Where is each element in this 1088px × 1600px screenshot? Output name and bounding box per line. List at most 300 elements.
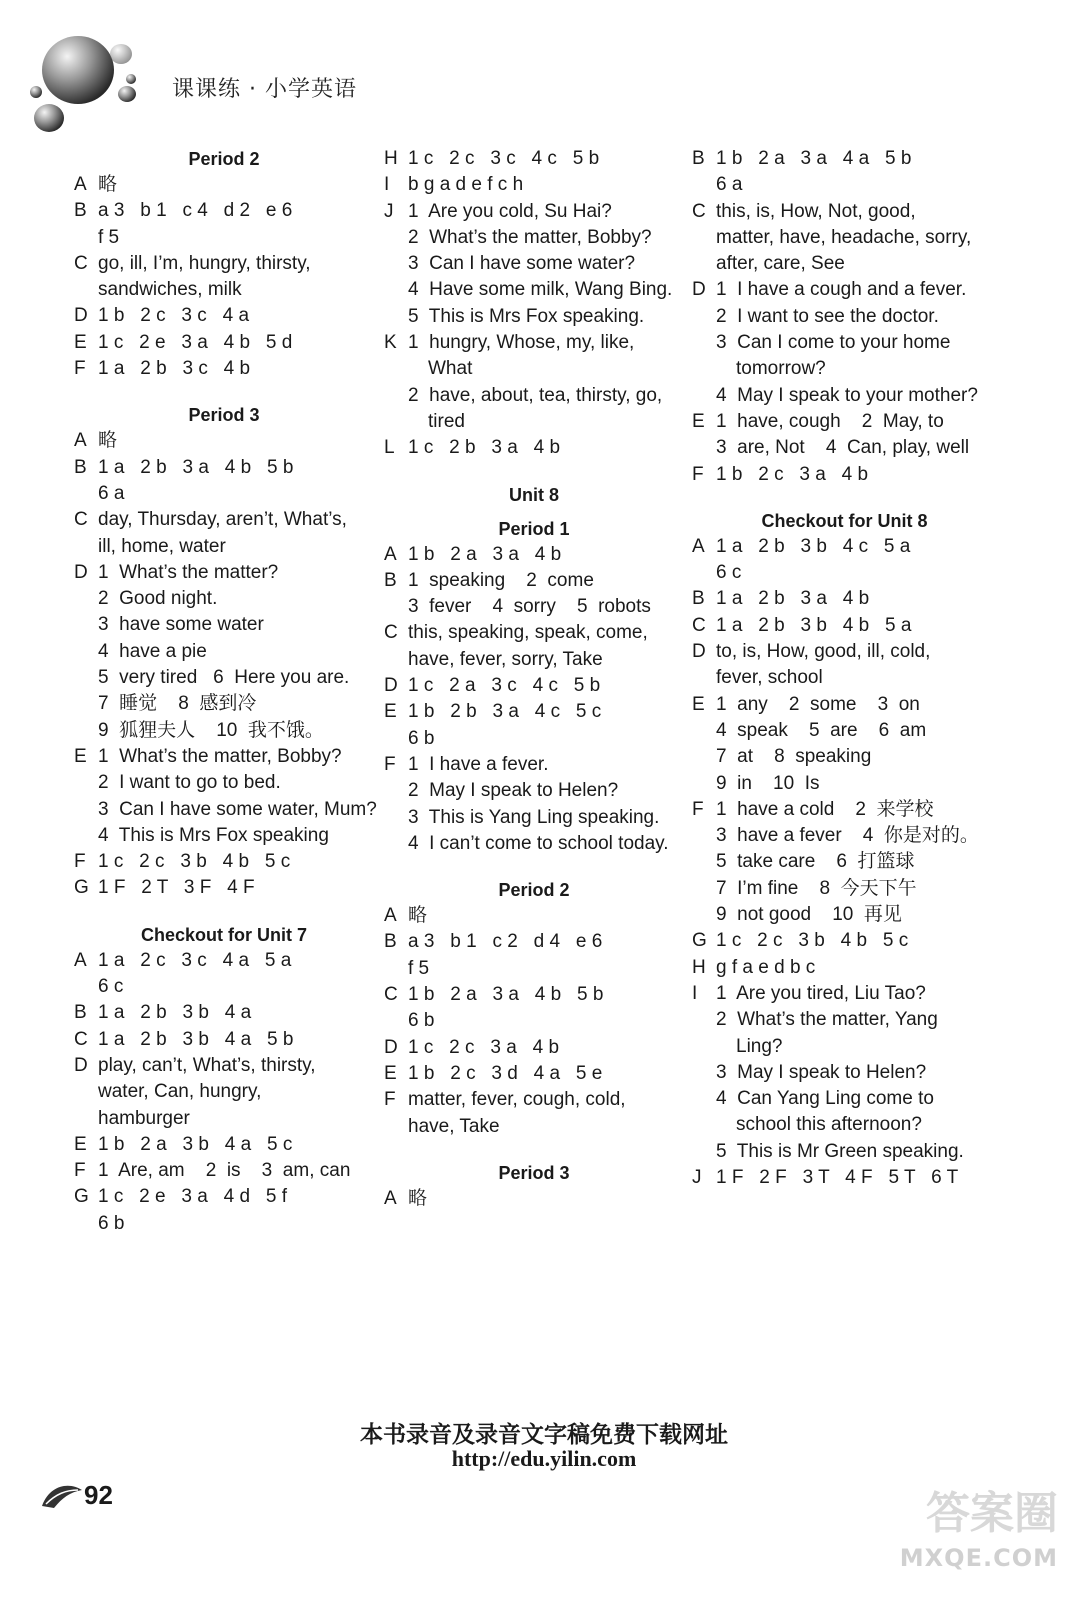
answer-text: 1 have a cold 2 来学校 <box>716 798 934 820</box>
leaf-icon <box>40 1480 84 1510</box>
answer-row <box>74 330 374 356</box>
answer-text: matter, have, headache, sorry, <box>716 226 972 248</box>
question-letter <box>74 823 98 849</box>
answer-row <box>384 383 684 409</box>
answer-text: 6 c <box>716 562 742 584</box>
question-letter: E <box>384 701 397 723</box>
answer-text: g f a e d b c <box>716 956 816 978</box>
answer-text: 5 very tired 6 Here you are. <box>98 667 350 689</box>
answer-text: 3 Can I come to your home <box>716 332 951 354</box>
answer-text: play, can’t, What’s, thirsty, <box>98 1054 316 1076</box>
question-letter <box>384 778 408 804</box>
watermark <box>898 1484 1058 1584</box>
question-letter <box>74 665 98 691</box>
answer-row <box>384 568 684 594</box>
question-letter <box>384 956 408 982</box>
question-letter <box>692 1060 716 1086</box>
answer-text: 2 What’s the matter, Bobby? <box>408 226 652 248</box>
question-letter: B <box>384 569 397 591</box>
answer-row <box>692 744 997 770</box>
answer-row <box>74 744 374 770</box>
answer-row <box>74 665 374 691</box>
answer-row <box>692 1112 997 1138</box>
answer-row <box>384 251 684 277</box>
answer-text: 略 <box>98 430 118 452</box>
answer-row <box>692 225 997 251</box>
answer-text: this, is, How, Not, good, <box>716 200 916 222</box>
question-letter <box>692 1139 716 1165</box>
answer-row <box>692 560 997 586</box>
question-letter: C <box>384 622 398 644</box>
answer-text: 1 b 2 a 3 b 4 a 5 c <box>98 1133 293 1155</box>
answer-row <box>74 948 374 974</box>
answer-text: 5 This is Mrs Fox speaking. <box>408 305 645 327</box>
answer-row <box>384 409 684 435</box>
answer-text: 3 have a fever 4 你是对的。 <box>716 825 979 847</box>
answer-text: 5 This is Mr Green speaking. <box>716 1140 964 1162</box>
answer-text: have, fever, sorry, Take <box>408 648 603 670</box>
question-letter: A <box>692 535 705 557</box>
answer-text: 3 are, Not 4 Can, play, well <box>716 437 970 459</box>
answer-text: water, Can, hungry, <box>98 1081 262 1103</box>
question-letter <box>384 356 408 382</box>
answer-text: 1 Are, am 2 is 3 am, can <box>98 1160 351 1182</box>
question-letter <box>692 560 716 586</box>
question-letter: A <box>74 174 87 195</box>
answer-text: Ling? <box>736 1035 783 1057</box>
answer-row <box>692 146 997 172</box>
question-letter <box>692 304 716 330</box>
answer-text: this, speaking, speak, come, <box>408 622 648 644</box>
answer-row <box>74 586 374 612</box>
answer-row <box>384 225 684 251</box>
question-letter: B <box>692 148 705 169</box>
question-letter: F <box>692 798 704 820</box>
answer-text: 3 This is Yang Ling speaking. <box>408 806 660 828</box>
question-letter <box>74 691 98 717</box>
answer-row <box>74 507 374 533</box>
answer-text: 3 fever 4 sorry 5 robots <box>408 596 651 618</box>
answer-column-1 <box>74 146 377 1237</box>
answer-row <box>74 974 374 1000</box>
question-letter: I <box>384 174 390 196</box>
answer-row <box>692 771 997 797</box>
question-letter <box>692 876 716 902</box>
section-heading: Checkout for Unit 8 <box>761 510 928 531</box>
answer-text: 1 a 2 c 3 c 4 a 5 a <box>98 949 292 971</box>
question-letter: F <box>74 851 86 873</box>
answer-text: 略 <box>98 174 118 195</box>
answer-row <box>384 172 684 198</box>
answer-row <box>692 462 997 488</box>
answer-row <box>692 383 997 409</box>
answer-text: 4 Have some milk, Wang Bing. <box>408 279 673 301</box>
question-letter <box>692 435 716 461</box>
answer-text: 9 in 10 Is <box>716 772 820 794</box>
answer-row <box>74 356 374 382</box>
spacer <box>384 1140 684 1160</box>
answer-text: 1 c 2 b 3 a 4 b <box>408 437 561 459</box>
answer-text: 略 <box>408 1187 428 1209</box>
question-letter <box>692 1086 716 1112</box>
question-letter <box>74 225 98 251</box>
answer-row <box>384 831 684 857</box>
answer-row <box>74 1132 374 1158</box>
answer-row <box>384 982 684 1008</box>
answer-text: 6 b <box>408 727 435 749</box>
answer-row <box>384 752 684 778</box>
question-letter <box>692 1034 716 1060</box>
question-letter <box>74 1211 98 1237</box>
section-heading: Period 3 <box>188 405 260 426</box>
question-letter: C <box>692 200 706 222</box>
spacer <box>692 488 997 508</box>
bubble-decoration <box>110 44 132 64</box>
question-letter: B <box>74 1002 87 1024</box>
answer-row <box>692 692 997 718</box>
answer-text: 3 have some water <box>98 614 264 636</box>
header-title: 课课练 · 小学英语 <box>172 77 357 102</box>
question-letter <box>692 744 716 770</box>
section-heading: Checkout for Unit 7 <box>140 924 307 945</box>
question-letter: J <box>384 200 394 222</box>
answer-row <box>692 1139 997 1165</box>
answer-text: 1 a 2 b 3 b 4 a <box>98 1002 252 1024</box>
answer-row <box>692 1086 997 1112</box>
question-letter <box>384 251 408 277</box>
answer-text: 2 What’s the matter, Yang <box>716 1009 938 1031</box>
bubble-decoration <box>34 104 64 132</box>
question-letter <box>384 1114 408 1140</box>
question-letter: G <box>74 1186 89 1208</box>
question-letter: A <box>74 949 87 971</box>
answer-row <box>384 199 684 225</box>
answer-row <box>384 1035 684 1061</box>
answer-text: matter, fever, cough, cold, <box>408 1089 626 1111</box>
bubble-decoration <box>30 86 42 98</box>
answer-row <box>384 647 684 673</box>
bubble-decoration <box>126 74 136 84</box>
answer-text: go, ill, I’m, hungry, thirsty, <box>98 252 311 274</box>
question-letter <box>384 726 408 752</box>
answer-text: 2 have, about, tea, thirsty, go, <box>408 384 663 406</box>
answer-row <box>384 304 684 330</box>
answer-row <box>74 534 374 560</box>
question-letter <box>74 1079 98 1105</box>
answer-text: 7 I’m fine 8 今天下午 <box>716 877 917 899</box>
answer-row <box>384 673 684 699</box>
bubble-decoration <box>118 86 136 102</box>
answer-row <box>692 665 997 691</box>
question-letter: D <box>74 561 88 583</box>
answer-row <box>692 613 997 639</box>
spacer <box>74 902 374 922</box>
answer-text: 1 b 2 a 3 a 4 b 5 b <box>408 984 604 1006</box>
download-notice: 本书录音及录音文字稿免费下载网址 <box>360 1421 728 1448</box>
answer-text: 1 have, cough 2 May, to <box>716 410 944 432</box>
answer-text: 3 Can I have some water, Mum? <box>98 798 377 820</box>
answer-row <box>74 875 374 901</box>
answer-row <box>74 1053 374 1079</box>
answer-text: 1 hungry, Whose, my, like, <box>408 332 635 354</box>
answer-row <box>74 1184 374 1210</box>
answer-text: 4 I can’t come to school today. <box>408 832 669 854</box>
answer-text: 1 c 2 c 3 b 4 b 5 c <box>98 851 291 873</box>
answer-text: 1 c 2 c 3 b 4 b 5 c <box>716 930 909 952</box>
answer-row <box>74 172 374 198</box>
answer-row <box>384 435 684 461</box>
spacer <box>384 857 684 877</box>
answer-row <box>384 929 684 955</box>
spacer <box>384 508 684 516</box>
question-letter: A <box>384 1187 397 1209</box>
answer-row <box>692 639 997 665</box>
question-letter: A <box>384 543 397 565</box>
answer-text: 略 <box>408 905 428 927</box>
bubble-decoration <box>42 36 114 104</box>
answer-text: 2 May I speak to Helen? <box>408 780 619 802</box>
question-letter: C <box>74 1028 88 1050</box>
question-letter: E <box>384 1062 397 1084</box>
question-letter <box>692 718 716 744</box>
question-letter <box>692 356 716 382</box>
answer-text: 6 b <box>408 1010 435 1032</box>
question-letter <box>692 383 716 409</box>
question-letter <box>692 1007 716 1033</box>
answer-row <box>74 481 374 507</box>
answer-row <box>384 699 684 725</box>
question-letter: E <box>692 693 705 715</box>
answer-row <box>74 225 374 251</box>
question-letter <box>384 1008 408 1034</box>
question-letter: E <box>74 331 87 353</box>
question-letter: D <box>692 279 706 301</box>
question-letter <box>384 225 408 251</box>
answer-text: 7 睡觉 8 感到冷 <box>98 693 257 715</box>
answer-text: 1 Are you tired, Liu Tao? <box>716 982 926 1004</box>
answer-text: 1 F 2 T 3 F 4 F <box>98 877 255 899</box>
answer-text: fever, school <box>716 667 823 689</box>
section-heading: Period 1 <box>498 518 570 539</box>
answer-row <box>692 409 997 435</box>
question-letter: D <box>384 1036 398 1058</box>
question-letter: D <box>74 305 88 327</box>
answer-text: b g a d e f c h <box>408 174 524 196</box>
answer-row <box>692 304 997 330</box>
answer-text: 4 Can Yang Ling come to <box>716 1088 934 1110</box>
question-letter <box>74 639 98 665</box>
answer-text: 9 not good 10 再见 <box>716 904 902 926</box>
question-letter: E <box>692 410 705 432</box>
answer-row <box>74 1000 374 1026</box>
answer-row <box>692 823 997 849</box>
question-letter: B <box>384 931 397 953</box>
answer-row <box>74 770 374 796</box>
answer-text: ill, home, water <box>98 535 226 557</box>
answer-row <box>692 172 997 198</box>
question-letter <box>692 665 716 691</box>
answer-text: 1 a 2 b 3 b 4 b 5 a <box>716 614 912 636</box>
answer-row <box>74 251 374 277</box>
question-letter <box>692 771 716 797</box>
answer-row <box>692 586 997 612</box>
answer-text: 2 I want to see the doctor. <box>716 305 939 327</box>
answer-text: 1 I have a fever. <box>408 753 549 775</box>
answer-text: a 3 b 1 c 2 d 4 e 6 <box>408 931 603 953</box>
answer-row <box>384 778 684 804</box>
question-letter <box>74 797 98 823</box>
question-letter: D <box>74 1054 88 1076</box>
answer-row <box>384 956 684 982</box>
question-letter: K <box>384 332 397 354</box>
question-letter <box>74 718 98 744</box>
answer-row <box>384 903 684 929</box>
answer-row <box>384 330 684 356</box>
answer-column-3 <box>692 146 997 1191</box>
question-letter <box>74 770 98 796</box>
question-letter <box>74 1106 98 1132</box>
answer-row <box>384 594 684 620</box>
spacer <box>74 382 374 402</box>
answer-column-2 <box>384 146 684 1212</box>
question-letter <box>692 902 716 928</box>
answer-row <box>384 620 684 646</box>
answer-text: 1 c 2 c 3 a 4 b <box>408 1036 560 1058</box>
question-letter <box>74 534 98 560</box>
answer-text: 6 a <box>716 174 743 196</box>
question-letter: H <box>692 956 706 978</box>
answer-text: 1 b 2 a 3 a 4 a 5 b <box>716 148 912 169</box>
answer-row <box>74 691 374 717</box>
section-heading: Period 2 <box>498 880 570 901</box>
question-letter: B <box>692 588 705 610</box>
question-letter: D <box>384 675 398 697</box>
answer-row <box>74 1027 374 1053</box>
answer-text: 3 Can I have some water? <box>408 253 636 275</box>
answer-row <box>74 560 374 586</box>
question-letter <box>692 172 716 198</box>
page-number: 92 <box>84 1480 113 1510</box>
answer-row <box>74 718 374 744</box>
answer-row <box>692 199 997 225</box>
answer-row <box>692 277 997 303</box>
answer-row <box>692 849 997 875</box>
question-letter <box>74 586 98 612</box>
spacer <box>384 462 684 482</box>
question-letter: J <box>692 1166 702 1188</box>
page-header <box>0 0 1088 140</box>
answer-text: 1 What’s the matter, Bobby? <box>98 745 342 767</box>
download-url: http://edu.yilin.com <box>451 1446 637 1471</box>
question-letter: A <box>384 905 397 927</box>
answer-row <box>384 542 684 568</box>
question-letter: F <box>384 753 396 775</box>
answer-text: day, Thursday, aren’t, What’s, <box>98 509 347 531</box>
question-letter: C <box>74 252 88 274</box>
answer-text: tomorrow? <box>736 358 826 380</box>
answer-text: have, Take <box>408 1115 500 1137</box>
answer-row <box>692 534 997 560</box>
question-letter: B <box>74 456 87 478</box>
answer-text: 1 a 2 b 3 a 4 b <box>716 588 870 610</box>
question-letter <box>692 330 716 356</box>
question-letter <box>384 647 408 673</box>
answer-text: 6 c <box>98 976 124 998</box>
answer-row <box>692 435 997 461</box>
answer-row <box>692 876 997 902</box>
answer-row <box>692 718 997 744</box>
answer-row <box>74 1211 374 1237</box>
answer-text: after, care, See <box>716 253 845 275</box>
answer-row <box>692 1165 997 1191</box>
answer-text: 4 have a pie <box>98 640 207 662</box>
answer-text: 1 speaking 2 come <box>408 569 594 591</box>
question-letter: A <box>74 430 87 452</box>
answer-row <box>692 356 997 382</box>
question-letter: C <box>74 509 88 531</box>
question-letter <box>74 612 98 638</box>
answer-row <box>74 1158 374 1184</box>
question-letter: E <box>74 1133 87 1155</box>
answer-text: 9 狐狸夫人 10 我不饿。 <box>98 719 324 741</box>
answer-text: 1 Are you cold, Su Hai? <box>408 200 612 222</box>
question-letter <box>384 831 408 857</box>
answer-row <box>692 981 997 1007</box>
answer-text: 1 F 2 F 3 T 4 F 5 T 6 T <box>716 1166 959 1188</box>
answer-text: 2 I want to go to bed. <box>98 772 281 794</box>
answer-text: tired <box>428 410 465 432</box>
answer-row <box>74 1079 374 1105</box>
answer-row <box>384 356 684 382</box>
answer-text: 1 b 2 b 3 a 4 c 5 c <box>408 701 602 723</box>
answer-text: 4 speak 5 are 6 am <box>716 719 927 741</box>
answer-row <box>692 1034 997 1060</box>
answer-text: f 5 <box>408 957 430 979</box>
question-letter <box>74 277 98 303</box>
answer-row <box>692 1060 997 1086</box>
question-letter: C <box>384 984 398 1006</box>
answer-row <box>74 277 374 303</box>
answer-row <box>74 823 374 849</box>
answer-row <box>74 428 374 454</box>
answer-text: 1 I have a cough and a fever. <box>716 279 967 301</box>
answer-text: 2 Good night. <box>98 588 218 610</box>
question-letter <box>384 805 408 831</box>
answer-row <box>74 198 374 224</box>
question-letter <box>692 849 716 875</box>
answer-text: 1 a 2 b 3 c 4 b <box>98 358 251 380</box>
answer-row <box>74 455 374 481</box>
answer-text: 1 What’s the matter? <box>98 561 279 583</box>
answer-row <box>74 303 374 329</box>
question-letter <box>692 251 716 277</box>
answer-row <box>692 902 997 928</box>
answer-row <box>384 1087 684 1113</box>
answer-text: 1 a 2 b 3 b 4 a 5 b <box>98 1028 294 1050</box>
answer-text: to, is, How, good, ill, cold, <box>716 641 931 663</box>
answer-text: f 5 <box>98 226 120 248</box>
answer-text: 1 b 2 c 3 c 4 a <box>98 305 250 327</box>
answer-text: hamburger <box>98 1107 190 1129</box>
answer-text: 4 May I speak to your mother? <box>716 384 978 406</box>
section-heading: Period 2 <box>188 149 260 169</box>
answer-text: 1 a 2 b 3 a 4 b 5 b <box>98 456 294 478</box>
answer-row <box>74 797 377 823</box>
answer-text: 1 c 2 e 3 a 4 d 5 f <box>98 1186 288 1208</box>
question-letter <box>384 304 408 330</box>
question-letter <box>384 594 408 620</box>
answer-row <box>384 1114 684 1140</box>
